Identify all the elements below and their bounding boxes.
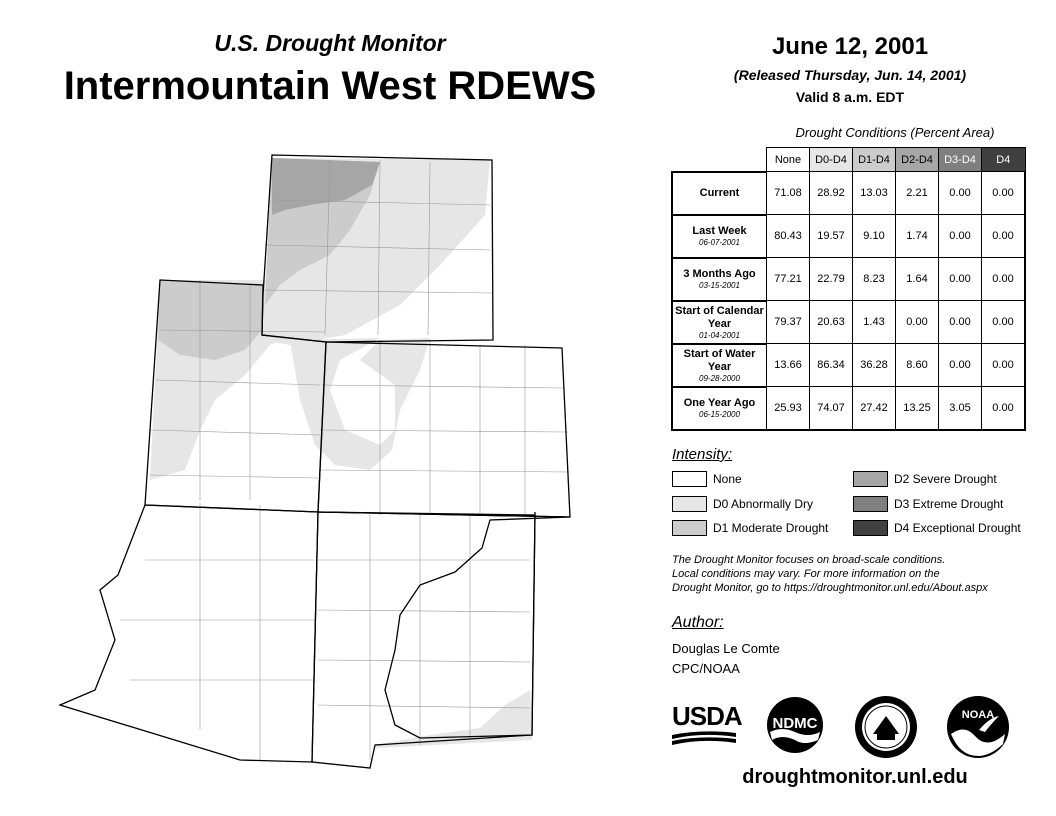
- table-body: [672, 172, 1025, 430]
- table-cell: 19.57: [810, 215, 853, 258]
- legend-label: D0 Abnormally Dry: [713, 497, 814, 511]
- website-url[interactable]: droughtmonitor.unl.edu: [742, 766, 968, 788]
- usda-hills-icon: [672, 729, 736, 749]
- table-row: [672, 172, 1025, 215]
- table-cell: 2.21: [896, 172, 939, 215]
- author-org: CPC/NOAA: [672, 661, 740, 676]
- col-header: D0-D4: [810, 148, 853, 172]
- table-cell: 13.66: [767, 344, 810, 387]
- table-cell: 9.10: [853, 215, 896, 258]
- arizona-border: [60, 505, 318, 762]
- row-header: [672, 172, 767, 215]
- table-cell: 0.00: [982, 387, 1026, 430]
- ndmc-logo-text: NDMC: [772, 715, 818, 732]
- d0-area-new-mexico-south: [375, 690, 532, 748]
- row-label: Current: [699, 186, 740, 199]
- table-row: [672, 387, 1025, 430]
- table-cell: 3.05: [939, 387, 982, 430]
- legend-swatch: [672, 520, 707, 536]
- note-line: Drought Monitor, go to https://droughtmonitor.unl.edu/About.aspx: [672, 582, 988, 594]
- row-date: 09-28-2000: [699, 373, 740, 383]
- map-date: June 12, 2001: [771, 33, 929, 60]
- legend-swatch: [853, 471, 888, 487]
- table-corner: [672, 148, 767, 172]
- usda-logo-text: USDA: [672, 701, 742, 731]
- legend-item-d1: [672, 520, 828, 536]
- commerce-seal-logo: [853, 694, 919, 760]
- row-label: Start of Calendar Year: [675, 304, 764, 330]
- map-title: Intermountain West RDEWS: [63, 64, 597, 108]
- table-cell: 0.00: [982, 172, 1026, 215]
- d0-area-colorado: [290, 338, 430, 470]
- col-header: D3-D4: [939, 148, 982, 172]
- table-cell: 25.93: [767, 387, 810, 430]
- table-cell: 13.03: [853, 172, 896, 215]
- table-row: [672, 258, 1025, 301]
- row-header: [672, 215, 767, 258]
- row-header: [672, 301, 767, 344]
- legend-label: D1 Moderate Drought: [713, 521, 829, 535]
- legend-item-d2: [853, 471, 997, 487]
- table-cell: 13.25: [896, 387, 939, 430]
- col-header: D2-D4: [896, 148, 939, 172]
- table-cell: 0.00: [939, 344, 982, 387]
- legend-item-d0: [672, 496, 813, 512]
- row-label: Start of Water Year: [683, 347, 756, 373]
- legend-title: Intensity:: [672, 446, 733, 463]
- col-header: D4: [982, 148, 1026, 172]
- release-date: (Released Thursday, Jun. 14, 2001): [733, 67, 967, 83]
- row-date: 01-04-2001: [699, 330, 740, 340]
- legend-swatch: [672, 496, 707, 512]
- colorado-border: [318, 342, 570, 517]
- table-row: [672, 344, 1025, 387]
- table-cell: 0.00: [982, 258, 1026, 301]
- table-cell: 0.00: [982, 301, 1026, 344]
- table-cell: 20.63: [810, 301, 853, 344]
- noaa-logo: [945, 694, 1011, 760]
- table-cell: 1.64: [896, 258, 939, 301]
- table-cell: 80.43: [767, 215, 810, 258]
- row-date: 06-07-2001: [699, 238, 740, 247]
- col-header: D1-D4: [853, 148, 896, 172]
- row-date: 03-15-2001: [699, 281, 740, 290]
- table-cell: 22.79: [810, 258, 853, 301]
- legend-label: None: [713, 472, 742, 486]
- legend-item-none: [672, 471, 742, 487]
- table-cell: 77.21: [767, 258, 810, 301]
- table-cell: 0.00: [982, 344, 1026, 387]
- usda-logo: [672, 701, 742, 749]
- col-header: None: [767, 148, 810, 172]
- legend-label: D2 Severe Drought: [894, 472, 997, 486]
- legend-label: D3 Extreme Drought: [894, 497, 1004, 511]
- table-row: [672, 215, 1025, 258]
- table-cell: 8.23: [853, 258, 896, 301]
- legend-swatch: [853, 520, 888, 536]
- table-cell: 27.42: [853, 387, 896, 430]
- drought-stats-table: [671, 147, 1026, 431]
- d1-area-utah-northwest: [158, 280, 262, 360]
- table-cell: 0.00: [939, 301, 982, 344]
- ndmc-logo: [764, 696, 826, 754]
- table-cell: 0.00: [939, 172, 982, 215]
- table-cell: 86.34: [810, 344, 853, 387]
- table-cell: 0.00: [982, 215, 1026, 258]
- table-cell: 0.00: [939, 215, 982, 258]
- table-caption: Drought Conditions (Percent Area): [795, 125, 995, 140]
- table-cell: 71.08: [767, 172, 810, 215]
- valid-time: Valid 8 a.m. EDT: [795, 89, 905, 105]
- table-cell: 1.43: [853, 301, 896, 344]
- table-cell: 74.07: [810, 387, 853, 430]
- legend-item-d3: [853, 496, 1003, 512]
- table-cell: 28.92: [810, 172, 853, 215]
- legend-swatch: [853, 496, 888, 512]
- row-label: Last Week: [692, 225, 747, 237]
- note-line: The Drought Monitor focuses on broad-scale conditions.: [672, 554, 946, 566]
- author-heading: Author:: [672, 614, 724, 631]
- table-cell: 79.37: [767, 301, 810, 344]
- table-row: [672, 301, 1025, 344]
- disclaimer-note: [672, 553, 1042, 595]
- map-subtitle: U.S. Drought Monitor: [214, 30, 446, 56]
- legend-swatch: [672, 471, 707, 487]
- legend-label: D4 Exceptional Drought: [894, 521, 1021, 535]
- note-line: Local conditions may vary. For more information on the: [672, 568, 940, 580]
- table-cell: 0.00: [896, 301, 939, 344]
- table-cell: 8.60: [896, 344, 939, 387]
- noaa-logo-text: NOAA: [961, 709, 995, 721]
- table-cell: 36.28: [853, 344, 896, 387]
- row-label: 3 Months Ago: [683, 268, 756, 280]
- row-header: [672, 387, 767, 430]
- table-cell: 0.00: [939, 258, 982, 301]
- row-label: One Year Ago: [683, 397, 756, 409]
- row-header: [672, 344, 767, 387]
- row-date: 06-15-2000: [699, 410, 740, 419]
- row-header: [672, 258, 767, 301]
- legend-item-d4: [853, 520, 1021, 536]
- table-cell: 1.74: [896, 215, 939, 258]
- author-name: Douglas Le Comte: [672, 641, 780, 656]
